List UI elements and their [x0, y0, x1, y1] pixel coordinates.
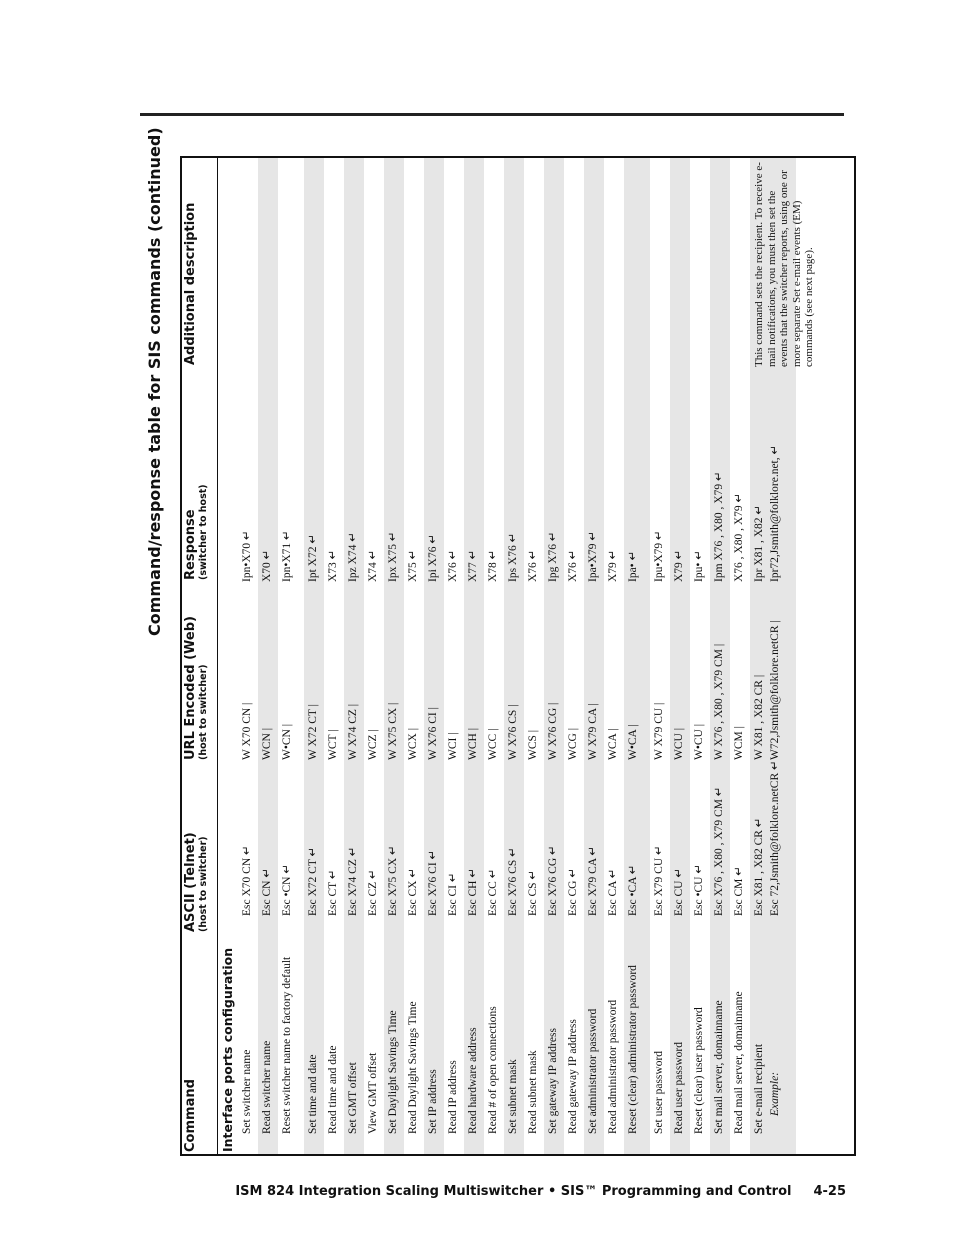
row-description — [650, 158, 670, 367]
row-command: Reset (clear) user password — [693, 1007, 705, 1134]
table-content — [182, 158, 854, 1154]
row-url: W X76 , X80 , X79 CM | — [713, 643, 725, 760]
row-ascii: Esc X79 CU ↵ — [653, 845, 665, 916]
row-url: W•CN | — [281, 723, 293, 760]
row-command: Read Daylight Savings Time — [407, 1001, 419, 1134]
row-response: Ipi X76 ↵ — [427, 534, 439, 582]
header-description: Additional description — [183, 202, 198, 365]
row-command: Set Daylight Savings Time — [387, 1010, 399, 1134]
row-command: Set user password — [653, 1050, 665, 1134]
table-row — [584, 158, 604, 1154]
table-row — [344, 158, 364, 1154]
table-row — [710, 158, 730, 1154]
table-row — [444, 158, 464, 1154]
row-description — [484, 158, 504, 367]
row-response: X76 ↵ — [527, 549, 539, 582]
row-description — [304, 158, 324, 367]
row-response: X74 ↵ — [367, 549, 379, 582]
row-url: WCH | — [467, 727, 479, 760]
row-url: W X81 , X82 CR | W72,Jsmith@folklore.netCR | — [753, 620, 781, 760]
row-url: WCM | — [733, 726, 745, 760]
row-ascii: Esc X79 CA ↵ — [587, 845, 599, 916]
row-ascii: Esc X76 , X80 , X79 CM ↵ — [713, 786, 725, 916]
row-command: Read hardware address — [467, 1027, 479, 1134]
table-row — [624, 158, 650, 1154]
row-response: Ipa• ↵ — [627, 550, 639, 582]
row-description — [584, 158, 604, 367]
row-response: Ipt X72 ↵ — [307, 534, 319, 582]
row-command: Set subnet mask — [507, 1059, 519, 1134]
row-url: WCT | — [327, 729, 339, 760]
row-description — [384, 158, 404, 367]
row-ascii: Esc X81 , X82 CR ↵ Esc 72,Jsmith@folklore.netCR ↵ — [753, 760, 781, 916]
row-description — [730, 158, 750, 367]
row-ascii: Esc X74 CZ ↵ — [347, 846, 359, 916]
row-command: Reset switcher name to factory default — [281, 956, 293, 1134]
table-row — [258, 158, 278, 1154]
row-description — [690, 158, 710, 367]
row-ascii: Esc CX ↵ — [407, 868, 419, 916]
row-description — [364, 158, 384, 367]
row-description — [504, 158, 524, 367]
row-response: X70 ↵ — [261, 549, 273, 582]
row-command: Set time and date — [307, 1054, 319, 1134]
row-command: Read user password — [673, 1042, 685, 1134]
row-description — [710, 158, 730, 367]
page-title: Command/response table for SIS commands (continued) — [145, 127, 164, 636]
row-url: WCZ | — [367, 729, 379, 760]
table-body — [238, 158, 815, 1154]
row-url: W X76 CI | — [427, 707, 439, 760]
row-ascii: Esc X70 CN ↵ — [241, 845, 253, 916]
table-row — [670, 158, 690, 1154]
row-ascii: Esc X76 CI ↵ — [427, 849, 439, 916]
row-ascii: Esc •CU ↵ — [693, 864, 705, 916]
row-description — [604, 158, 624, 367]
row-ascii: Esc CH ↵ — [467, 868, 479, 916]
row-ascii: Esc X76 CG ↵ — [547, 845, 559, 916]
row-response: Ipn•X70 ↵ — [241, 530, 253, 582]
top-rule — [140, 113, 844, 116]
row-description — [424, 158, 444, 367]
row-ascii: Esc CS ↵ — [527, 869, 539, 916]
table-row — [424, 158, 444, 1154]
table-header — [182, 158, 218, 1154]
table-row — [278, 158, 304, 1154]
table-row — [544, 158, 564, 1154]
row-url: WCS | — [527, 729, 539, 760]
row-response: Ipm X76 , X80 , X79 ↵ — [713, 471, 725, 582]
row-command: Set switcher name — [241, 1049, 253, 1134]
table-row — [464, 158, 484, 1154]
row-url: WCC | — [487, 728, 499, 760]
row-ascii: Esc CI ↵ — [447, 872, 459, 916]
row-description — [464, 158, 484, 367]
row-description — [404, 158, 424, 367]
table-row — [650, 158, 670, 1154]
table-row — [384, 158, 404, 1154]
row-command: Read gateway IP address — [567, 1019, 579, 1134]
table-row — [524, 158, 544, 1154]
row-ascii: Esc CT ↵ — [327, 869, 339, 916]
row-command: Read IP address — [447, 1060, 459, 1134]
row-url: WCX | — [407, 727, 419, 760]
row-command: Set IP address — [427, 1069, 439, 1134]
table-row — [504, 158, 524, 1154]
row-description — [344, 158, 364, 367]
row-description: This command sets the recipient. To receive e-mail notifications, you must then set the events that the switcher reports, using one or more separate Set e-mail events (EM) commands (see next page). — [753, 162, 815, 367]
row-command: Reset (clear) administrator password — [627, 965, 639, 1134]
row-response: Ipg X76 ↵ — [547, 531, 559, 582]
row-description — [524, 158, 544, 367]
row-response: X78 ↵ — [487, 549, 499, 582]
row-ascii: Esc X75 CX ↵ — [387, 845, 399, 916]
row-command: Read mail server, domainname — [733, 991, 745, 1134]
row-ascii: Esc X76 CS ↵ — [507, 847, 519, 916]
row-ascii: Esc CG ↵ — [567, 868, 579, 916]
row-description — [258, 158, 278, 367]
row-command: Read # of open connections — [487, 1006, 499, 1134]
table-row — [604, 158, 624, 1154]
row-description — [564, 158, 584, 367]
table-row — [690, 158, 710, 1154]
table-row — [730, 158, 750, 1154]
page-number: 4-25 — [813, 1184, 846, 1199]
row-url: W X79 CA | — [587, 703, 599, 760]
row-response: Ipn•X71 ↵ — [281, 530, 293, 582]
table-row — [404, 158, 424, 1154]
row-description — [238, 158, 258, 367]
row-url: W X70 CN | — [241, 702, 253, 760]
row-ascii: Esc CC ↵ — [487, 868, 499, 916]
row-response: Ipx X75 ↵ — [387, 531, 399, 582]
row-response: X79 ↵ — [673, 549, 685, 582]
row-url: WCN | — [261, 727, 273, 760]
row-url: W X76 CS | — [507, 704, 519, 760]
row-ascii: Esc CA ↵ — [607, 868, 619, 916]
row-description — [324, 158, 344, 367]
row-url: W X79 CU | — [653, 702, 665, 760]
row-description — [544, 158, 564, 367]
row-command: Read administrator password — [607, 999, 619, 1134]
row-response: Ipu•X79 ↵ — [653, 530, 665, 582]
header-command: Command — [183, 1079, 198, 1152]
row-response: Ipz X74 ↵ — [347, 532, 359, 582]
row-description — [278, 158, 304, 367]
row-url: W X75 CX | — [387, 702, 399, 760]
row-response: X76 ↵ — [567, 549, 579, 582]
row-command: Read time and date — [327, 1045, 339, 1134]
table-row — [484, 158, 504, 1154]
row-ascii: Esc CN ↵ — [261, 868, 273, 916]
row-command: Read switcher name — [261, 1040, 273, 1134]
row-command: Read subnet mask — [527, 1050, 539, 1134]
row-url: WCI | — [447, 732, 459, 760]
table-row — [324, 158, 344, 1154]
row-url: WCA | — [607, 728, 619, 760]
row-response: X76 , X80 , X79 ↵ — [733, 492, 745, 582]
row-response: X76 ↵ — [447, 549, 459, 582]
row-description — [444, 158, 464, 367]
row-command: Set GMT offset — [347, 1062, 359, 1134]
row-command: View GMT offset — [367, 1052, 379, 1134]
header-response: Response (switcher to host) — [183, 484, 209, 580]
row-description — [624, 158, 650, 367]
table-row — [750, 158, 815, 1154]
row-ascii: Esc •CN ↵ — [281, 864, 293, 916]
table-row — [364, 158, 384, 1154]
row-response: Ips X76 ↵ — [507, 532, 519, 582]
row-response: X73 ↵ — [327, 549, 339, 582]
row-ascii: Esc X72 CT ↵ — [307, 846, 319, 916]
row-response: Ipu• ↵ — [693, 550, 705, 582]
section-heading: Interface ports configuration — [220, 947, 235, 1152]
row-ascii: Esc •CA ↵ — [627, 864, 639, 916]
footer-text: ISM 824 Integration Scaling Multiswitcher • SIS™ Programming and Control — [235, 1184, 792, 1199]
table-row — [564, 158, 584, 1154]
table-row — [238, 158, 258, 1154]
row-url: WCU | — [673, 727, 685, 760]
row-command: Set gateway IP address — [547, 1028, 559, 1134]
row-command: Set administrator password — [587, 1008, 599, 1134]
row-response: X77 ↵ — [467, 549, 479, 582]
header-url: URL Encoded (Web) (host to switcher) — [183, 616, 209, 760]
row-url: W X76 CG | — [547, 702, 559, 760]
header-ascii: ASCII (Telnet) (host to switcher) — [183, 832, 209, 932]
row-url: W X72 CT | — [307, 704, 319, 760]
row-url: WCG | — [567, 727, 579, 760]
command-table — [180, 156, 856, 1156]
page-footer — [0, 1184, 846, 1199]
row-response: Ipr X81 , X82 ↵ Ipr72,Jsmith@folklore.net, ↵ — [753, 444, 781, 582]
row-url: W•CA | — [627, 724, 639, 760]
row-response: Ipa•X79 ↵ — [587, 530, 599, 582]
row-ascii: Esc CZ ↵ — [367, 869, 379, 916]
row-response: X79 ↵ — [607, 549, 619, 582]
row-url: W•CU | — [693, 723, 705, 760]
row-ascii: Esc CM ↵ — [733, 866, 745, 916]
table-row — [304, 158, 324, 1154]
row-command: Set mail server, domainname — [713, 1000, 725, 1134]
row-description — [670, 158, 690, 367]
row-ascii: Esc CU ↵ — [673, 868, 685, 916]
row-command: Set e-mail recipient Example: — [753, 1043, 781, 1134]
row-url: W X74 CZ | — [347, 703, 359, 760]
row-response: X75 ↵ — [407, 549, 419, 582]
